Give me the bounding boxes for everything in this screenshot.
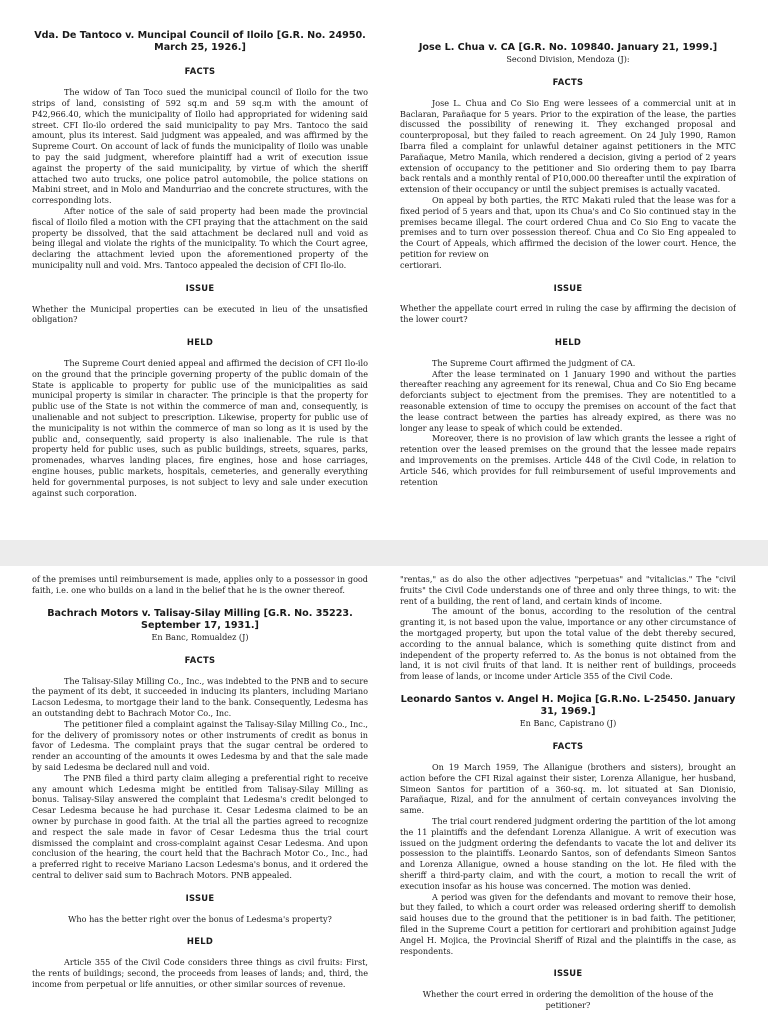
continued-text: of the premises until reimbursement is made, applies only to a possessor in good faith, i.e. one who builds on a land in the belief that he is the owner thereof. <box>32 574 368 595</box>
issue-text: Whether the court erred in ordering the demolition of the house of the petitioner? <box>422 989 714 1010</box>
case-court-line: En Banc, Romualdez (J) <box>151 632 249 642</box>
facts-paragraph: A period was given for the defendants and movant to remove their hose, but they failed, to which a court order was released ordering sheriff to demolish said houses due to the ground that the petitioner is in bad faith. The petitioner, filed in the Supreme Court a petition for certiorari and prohibition against Judge Angel H. Mojica, the Provincial Sheriff of Rizal and the plaintiffs in the case, as respondents. <box>400 891 736 956</box>
issue-text: Whether the appellate court erred in ruling the case by affirming the decision of the lower court? <box>400 303 736 325</box>
page2-left-column <box>32 574 368 1024</box>
issue-text: Whether the Municipal properties can be executed in lieu of the unsatisfied obligation? <box>32 303 368 325</box>
facts-heading: FACTS <box>184 66 216 77</box>
facts-paragraph: The Talisay-Silay Milling Co., Inc., was indebted to the PNB and to secure the payment of its debt, it succeeded in inducing its planters, including Mariano Lacson Ledesma, to mortgage their land to the bank. Consequently, Ledesma has an outstanding debt to Bachrach Motor Co., Inc. <box>32 675 368 718</box>
facts-paragraph: Jose L. Chua and Co Sio Eng were lessees of a commercial unit at in Baclaran, Parañaque for 5 years. Prior to the expiration of the lease, the parties discussed the possibility of renewing it. They exchanged proposal and counterproposal, but they failed to reach agreement. On 24 July 1990, Ramon Ibarra filed a complaint for unlawful detainer against petitioners in the MTC Parañaque, Metro Manila, which rendered a decision, giving a period of 2 years extension of occupancy to the petitioner and Sio ordering them to pay Ibarra back rentals and a monthly rental of P10,000.00 thereafter until the expiration of extension of their occupancy or until the subject premises is actually vacated. <box>400 97 736 195</box>
held-heading: HELD <box>554 336 582 347</box>
case-title: Leonardo Santos v. Angel H. Mojica [G.R.No. L-25450. January 31, 1969.] <box>400 693 736 718</box>
facts-paragraph: The petitioner filed a complaint against the Talisay-Silay Milling Co., Inc., for the delivery of promissory notes or other instruments of credit as bonus in favor of Ledesma. The complaint prays that the sugar central be ordered to render an accounting of the amounts it owes Ledesma by and that the sale made by said Ledesma be declared null and void. <box>32 718 368 772</box>
issue-heading: ISSUE <box>185 892 215 903</box>
facts-heading: FACTS <box>552 77 584 87</box>
facts-paragraph: certiorari. <box>400 259 442 270</box>
facts-heading: FACTS <box>184 654 216 665</box>
continued-text: "rentas," as do also the other adjectives "perpetuas" and "vitalicias." The "civil fruits" the Civil Code understands one of three and only three things, to wit: the rent of a building, the rent of land, and certain kinds of income. <box>400 574 736 606</box>
document-page-2 <box>0 566 768 1024</box>
held-paragraph: Moreover, there is no provision of law which grants the lessee a right of retention over the leased premises on the ground that the lessee made repairs and improvements on the premises. Article 448 of the Civil Code, in relation to Article 546, which provides for full reimbursement of useful improvements and retention <box>400 433 736 487</box>
facts-paragraph: The widow of Tan Toco sued the municipal council of Iloilo for the two strips of land, consisting of 592 sq.m and 59 sq.m with the amount of P42,966.40, which the municipality of Iloilo had appropriated for widening said street. CFI Ilo-ilo ordered the said municipality to pay Mrs. Tantoco the said amount, plus its interest. Said judgment was appealed, and was affirmed by the Supreme Court. On account of lack of funds the municipality of Iloilo was unable to pay the said judgment, wherefore plaintiff had a writ of execution issue against the property of the said municipality, by virtue of which the sheriff attached two auto trucks, one police patrol automobile, the police stations on Mabini street, and in Molo and Mandurriao and the concrete structures, with the corresponding lots. <box>32 87 368 206</box>
held-heading: HELD <box>186 337 214 348</box>
page1-left-column <box>32 30 368 540</box>
held-paragraph: Article 355 of the Civil Code considers three things as civil fruits: First, the rents of buildings; second, the proceeds from leases of lands; and, third, the income from perpetual or life annuities, or other similar sources of revenue. <box>32 957 368 989</box>
continued-text: The amount of the bonus, according to the resolution of the central granting it, is not based upon the value, importance or any other circumstance of the mortgaged property, but upon the total value of the debt thereby secured, according to the annual balance, which is something quite distinct from and independent of the property referred to. As the bonus is not obtained from the land, it is not civil fruits of that land. It is neither rent of buildings, proceeds from lease of lands, or income under Article 355 of the Civil Code. <box>400 606 736 682</box>
issue-text: Who has the better right over the bonus of Ledesma's property? <box>68 913 332 924</box>
case-title: Vda. De Tantoco v. Muncipal Council of Iloilo [G.R. No. 24950. March 25, 1926.] <box>34 30 366 54</box>
held-paragraph: After the lease terminated on 1 January 1990 and without the parties thereafter reaching any agreement for its renewal, Chua and Co Sio Eng became deforciants subject to ejectment from the premises. They are notentitled to a reasonable extension of time to occupy the premises on account of the fact that the lease contract between the parties has already expired, as there was no longer any lease to speak of which could be extended. <box>400 368 736 433</box>
issue-heading: ISSUE <box>553 968 583 979</box>
facts-paragraph: On 19 March 1959, The Allanigue (brothers and sisters), brought an action before the CFI Rizal against their sister, Lorenza Allanigue, her husband, Simeon Santos for partition of a 360-sq. m. lot situated at San Dionisio, Parañaque, Rizal, and for the annulment of certain conveyances involving the same. <box>400 761 736 816</box>
page1-right-column <box>400 42 736 540</box>
page-gap <box>0 540 768 566</box>
page2-right-column <box>400 574 736 1024</box>
facts-paragraph: The trial court rendered judgment ordering the partition of the lot among the 11 plaintiffs and the defendant Lorenza Allanigue. A writ of execution was issued on the judgment ordering the defendants to vacate the lot and deliver its possession to the plaintiffs. Leonardo Santos, son of defendants Simeon Santos and Lorenza Allanigue, owned a house standing on the lot. He filed with the sheriff a third-party claim, and with the court, a motion to recall the writ of execution insofar as his house was concerned. The motion was denied. <box>400 815 736 891</box>
issue-heading: ISSUE <box>185 282 215 293</box>
held-paragraph: The Supreme Court affirmed the judgment of CA. <box>432 357 636 368</box>
facts-heading: FACTS <box>552 741 584 752</box>
held-paragraph: The Supreme Court denied appeal and affirmed the decision of CFI Ilo-ilo on the ground that the principle governing property of the public domain of the State is applicable to property for public use of the municipalities as said municipal property is similar in character. The principle is that the property for public use of the State is not within the commerce of man and, consequently, is unalienable and not subject to prescription. Likewise, property for public use of the municipality is not within the commerce of man so long as it is used by the public and, consequently, said property is also inalienable. The rule is that property held for public uses, such as public buildings, streets, squares, parks, promenades, wharves landing places, fire engines, hose and hose carriages, engine houses, public markets, hospitals, cemeteries, and generally everything held for governmental purposes, is not subject to levy and sale under execution against such corporation. <box>32 357 368 498</box>
issue-heading: ISSUE <box>553 282 583 293</box>
facts-paragraph: After notice of the sale of said property had been made the provincial fiscal of Iloilo filed a motion with the CFI praying that the attachment on the said property be dissolved, that the said attachment be declared null and void as being illegal and violate the rights of the municipality. To which the Court agree, declaring the attachment levied upon the aforementioned property of the municipality null and void. Mrs. Tantoco appealed the decision of CFI Ilo-ilo. <box>32 205 368 270</box>
case-title: Bachrach Motors v. Talisay-Silay Milling [G.R. No. 35223. September 17, 1931.] <box>47 607 353 631</box>
facts-paragraph: On appeal by both parties, the RTC Makati ruled that the lease was for a fixed period of 5 years and that, upon its Chua's and Co Sio continued stay in the premises became illegal. The court ordered Chua and Co Sio Eng to vacate the premises and to turn over possession thereof. Chua and Co Sio Eng appealed to the Court of Appeals, which affirmed the decision of the lower court. Hence, the petition for review on <box>400 194 736 259</box>
case-title: Jose L. Chua v. CA [G.R. No. 109840. January 21, 1999.] <box>418 42 718 53</box>
case-court-line: Second Division, Mendoza (J): <box>506 54 630 65</box>
case-court-line: En Banc, Capistrano (J) <box>519 718 617 729</box>
facts-paragraph: The PNB filed a third party claim alleging a preferential right to receive any amount which Ledesma might be entitled from Talisay-Silay Milling as bonus. Talisay-Silay answered the complaint that Ledesma's credit belonged to Cesar Ledesma because he had purchase it. Cesar Ledesma claimed to be an owner by purchase in good faith. At the trial all the parties agreed to recognize and respect the sale made in favor of Cesar Ledesma thus the trial court dismissed the complaint and cross-complaint against Cesar Ledesma. And upon conclusion of the hearing, the court held that the Bachrach Motor Co., Inc., had a preferred right to receive Mariano Lacson Ledesma's bonus, and it ordered the central to deliver said sum to Bachrach Motors. PNB appealed. <box>32 772 368 880</box>
held-heading: HELD <box>186 936 214 947</box>
